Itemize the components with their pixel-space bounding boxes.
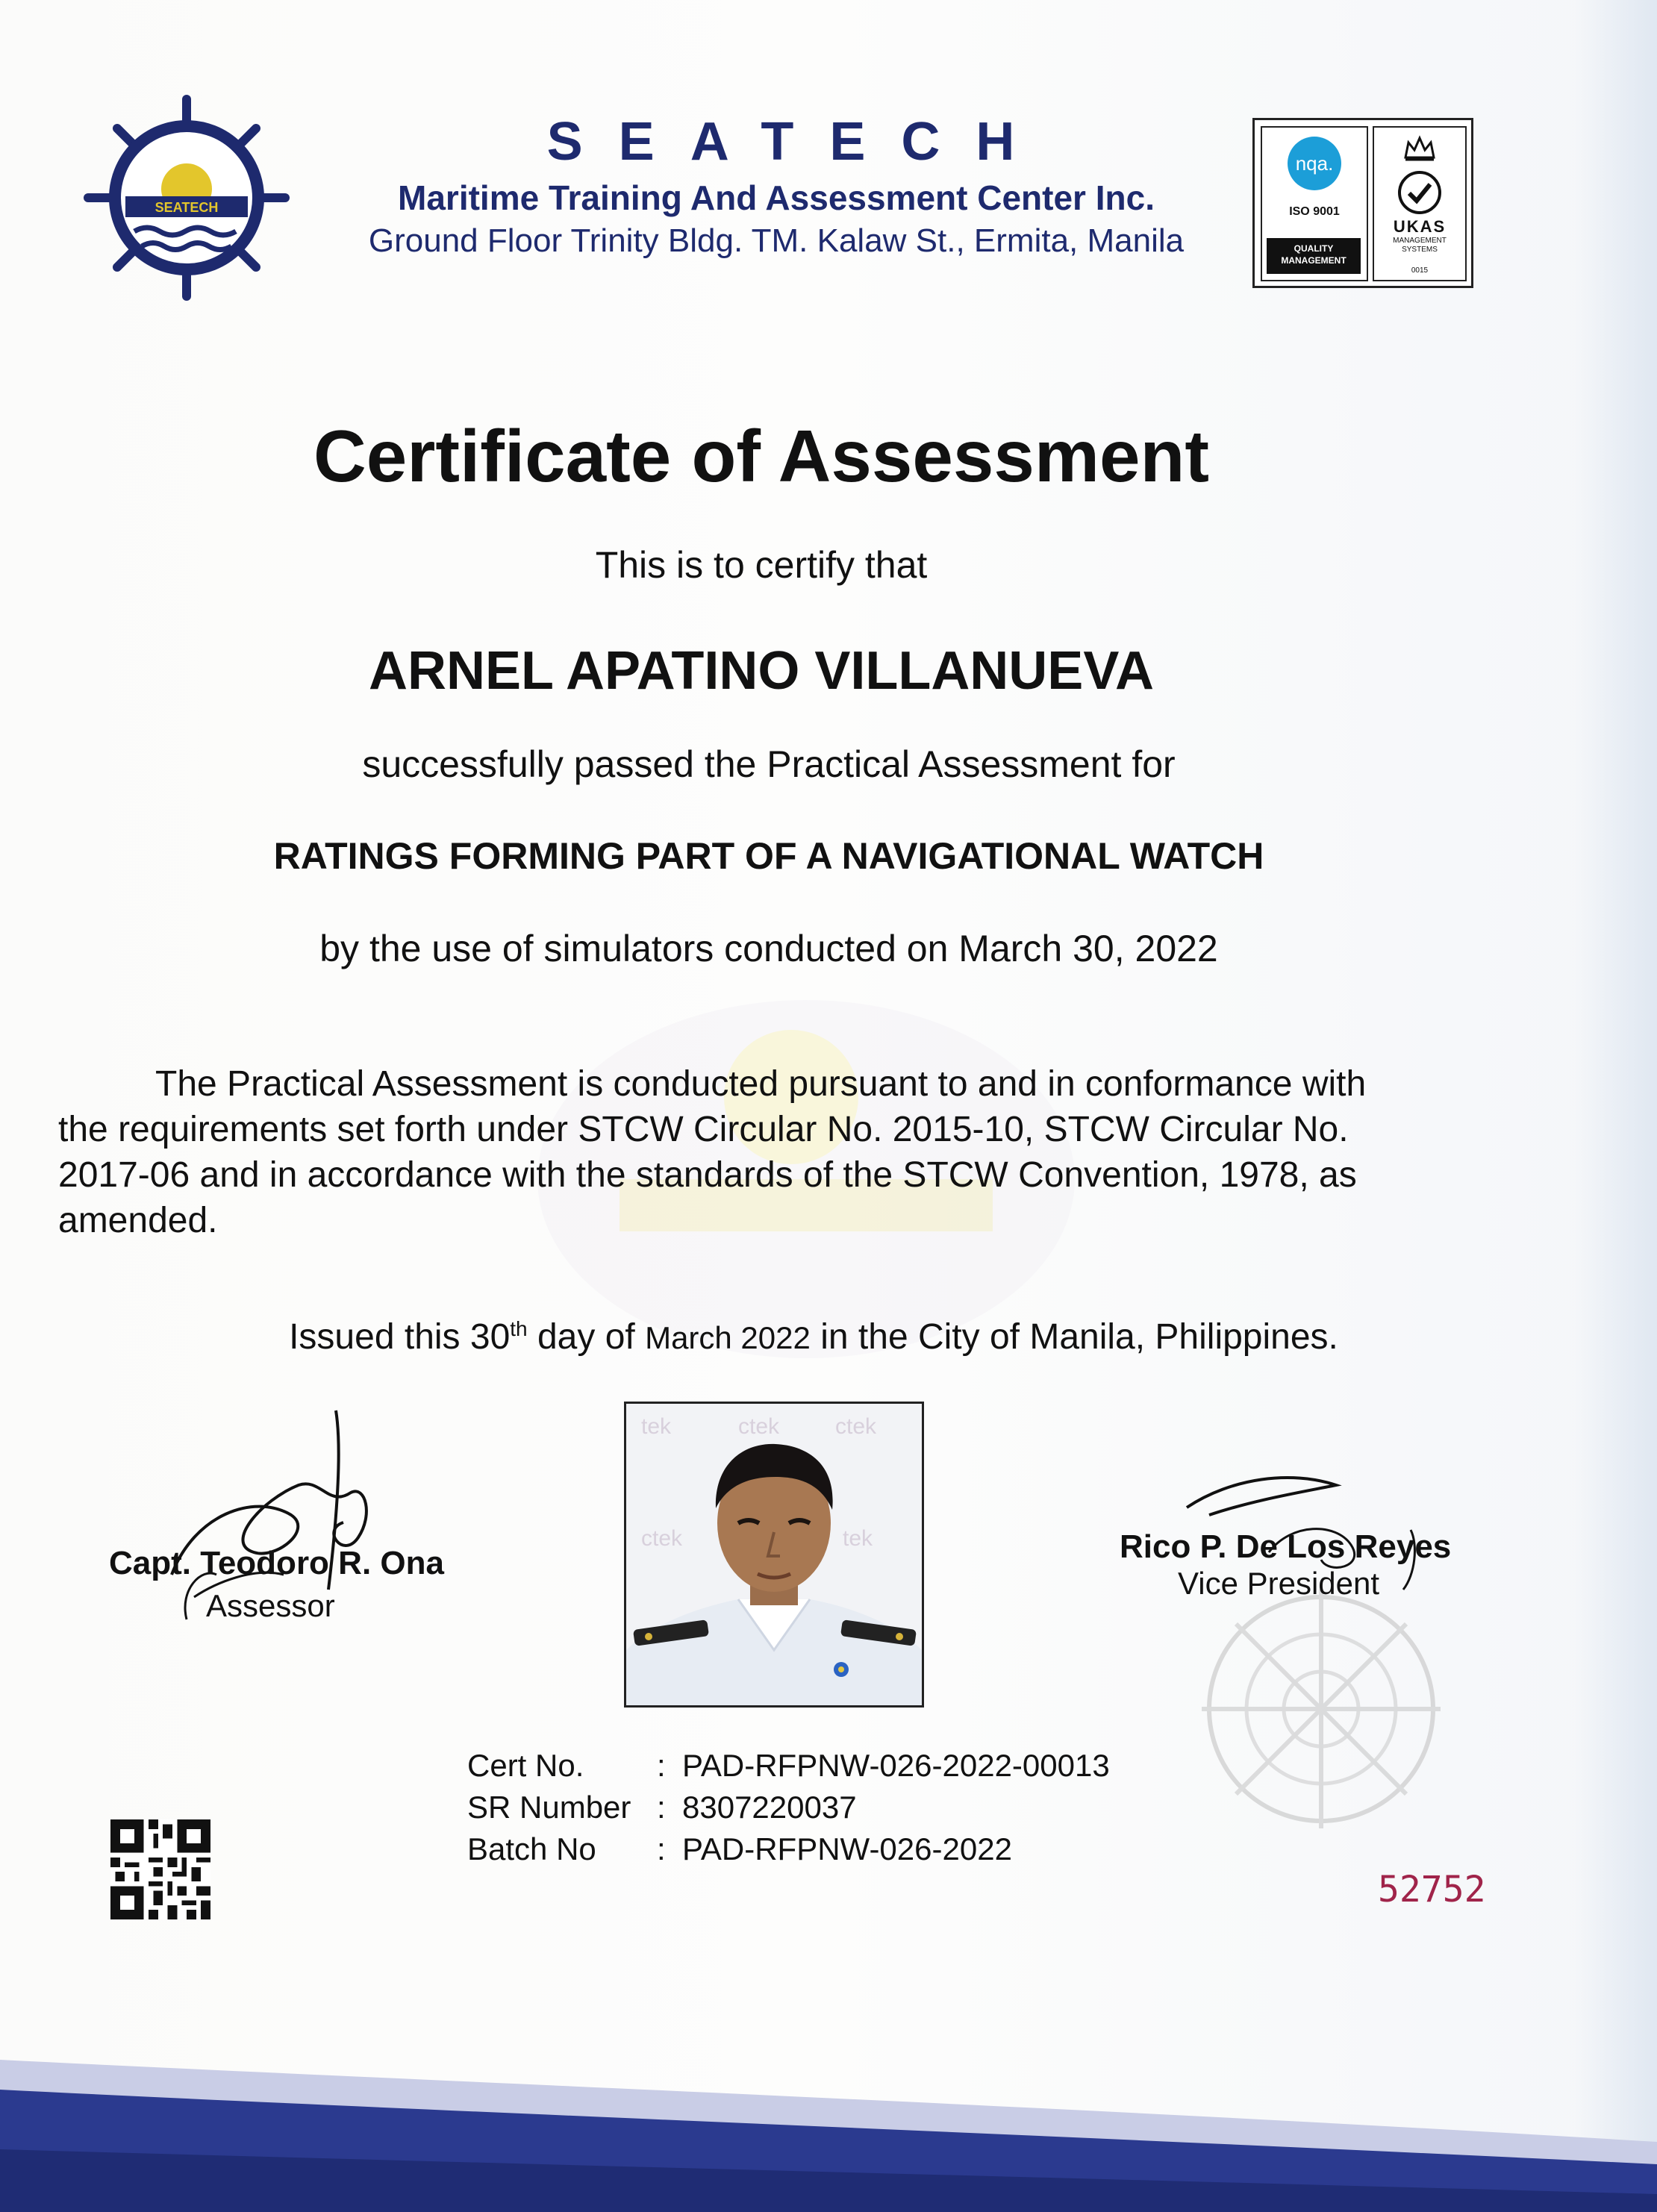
sr-number-separator: : [657, 1790, 666, 1825]
batch-no-separator: : [657, 1831, 666, 1866]
ukas-sub-line-1: MANAGEMENT [1393, 237, 1447, 245]
photo-watermark-5: tek [843, 1526, 873, 1551]
vice-president-role: Vice President [1178, 1566, 1380, 1601]
brand-subtitle: Maritime Training And Assessment Center Inc. [398, 178, 1155, 217]
recipient-name: ARNEL APATINO VILLANUEVA [368, 641, 1154, 701]
issued-line [0, 1316, 1627, 1357]
cert-no-value: PAD-RFPNW-026-2022-00013 [682, 1748, 1110, 1783]
serial-number: 52752 [1378, 1869, 1486, 1910]
course-name: RATINGS FORMING PART OF A NAVIGATIONAL WATCH [273, 835, 1264, 877]
checkmark-icon [1397, 169, 1443, 216]
crown-icon [1402, 135, 1437, 162]
qm-line-2: MANAGEMENT [1281, 255, 1346, 266]
issued-mid: day of [527, 1317, 646, 1357]
sr-number-label: SR Number [467, 1790, 631, 1825]
qm-line-1: QUALITY [1294, 243, 1334, 254]
paragraph-line-3: 2017-06 and in accordance with the standards of the STCW Convention, 1978, as [58, 1155, 1357, 1195]
nqa-iso-panel [1261, 126, 1368, 281]
assessor-role: Assessor [206, 1588, 335, 1623]
issued-sup: th [510, 1317, 528, 1340]
brand-address: Ground Floor Trinity Bldg. TM. Kalaw St., Ermita, Manila [368, 222, 1185, 259]
vice-president-name: Rico P. De Los Reyes [1120, 1528, 1452, 1565]
cert-no-label: Cert No. [467, 1748, 584, 1783]
ukas-panel [1373, 126, 1467, 281]
cert-no-row [467, 1745, 1110, 1787]
page-edge-shadow [1575, 0, 1657, 2212]
ukas-subtitle [1374, 237, 1465, 254]
paragraph-line-2: the requirements set forth under STCW Circular No. 2015-10, STCW Circular No. [58, 1110, 1349, 1149]
batch-no-label: Batch No [467, 1831, 596, 1866]
passed-line: successfully passed the Practical Assessment for [362, 743, 1176, 785]
batch-no-row [467, 1828, 1110, 1870]
header-brand [321, 112, 1232, 263]
brand-name: SEATECH [546, 112, 1051, 172]
batch-no-value: PAD-RFPNW-026-2022 [682, 1831, 1012, 1866]
ukas-sub-line-2: SYSTEMS [1402, 246, 1438, 254]
iso-certification-badge [1252, 118, 1473, 288]
iso-label: ISO 9001 [1289, 205, 1340, 218]
paragraph-line-1: The Practical Assessment is conducted pursuant to and in conformance with [155, 1064, 1367, 1104]
conducted-line: by the use of simulators conducted on March 30, 2022 [319, 928, 1218, 969]
assessor-name: Capt. Teodoro R. Ona [109, 1545, 444, 1581]
certificate-details [467, 1745, 1110, 1870]
certificate-title: Certificate of Assessment [313, 415, 1210, 497]
seatech-logo [82, 93, 291, 302]
ukas-number: 0015 [1411, 266, 1429, 275]
photo-watermark-2: ctek [738, 1414, 780, 1439]
photo-watermark-4: ctek [641, 1526, 683, 1551]
cert-no-separator: : [657, 1748, 666, 1783]
recipient-photo [624, 1402, 924, 1708]
conformance-paragraph [58, 1061, 1514, 1243]
issued-prefix: Issued this 30 [289, 1317, 511, 1357]
sr-number-row [467, 1787, 1110, 1828]
photo-portrait [626, 1404, 922, 1705]
sr-number-value: 8307220037 [682, 1790, 857, 1825]
nqa-logo: nqa. [1288, 137, 1341, 190]
bottom-decorative-band [0, 2037, 1657, 2212]
certify-line: This is to certify that [595, 544, 928, 586]
photo-watermark-3: ctek [835, 1414, 877, 1439]
photo-watermark-1: tek [641, 1414, 672, 1439]
logo-text: SEATECH [155, 200, 219, 215]
qr-code-icon [107, 1819, 213, 1919]
ukas-label: UKAS [1393, 217, 1447, 236]
embossed-seal [1164, 1575, 1478, 1843]
issued-suffix: in the City of Manila, Philippines. [810, 1317, 1338, 1357]
paragraph-line-4: amended. [58, 1201, 218, 1240]
issued-month: March 2022 [645, 1320, 811, 1355]
quality-management-label [1267, 238, 1361, 274]
